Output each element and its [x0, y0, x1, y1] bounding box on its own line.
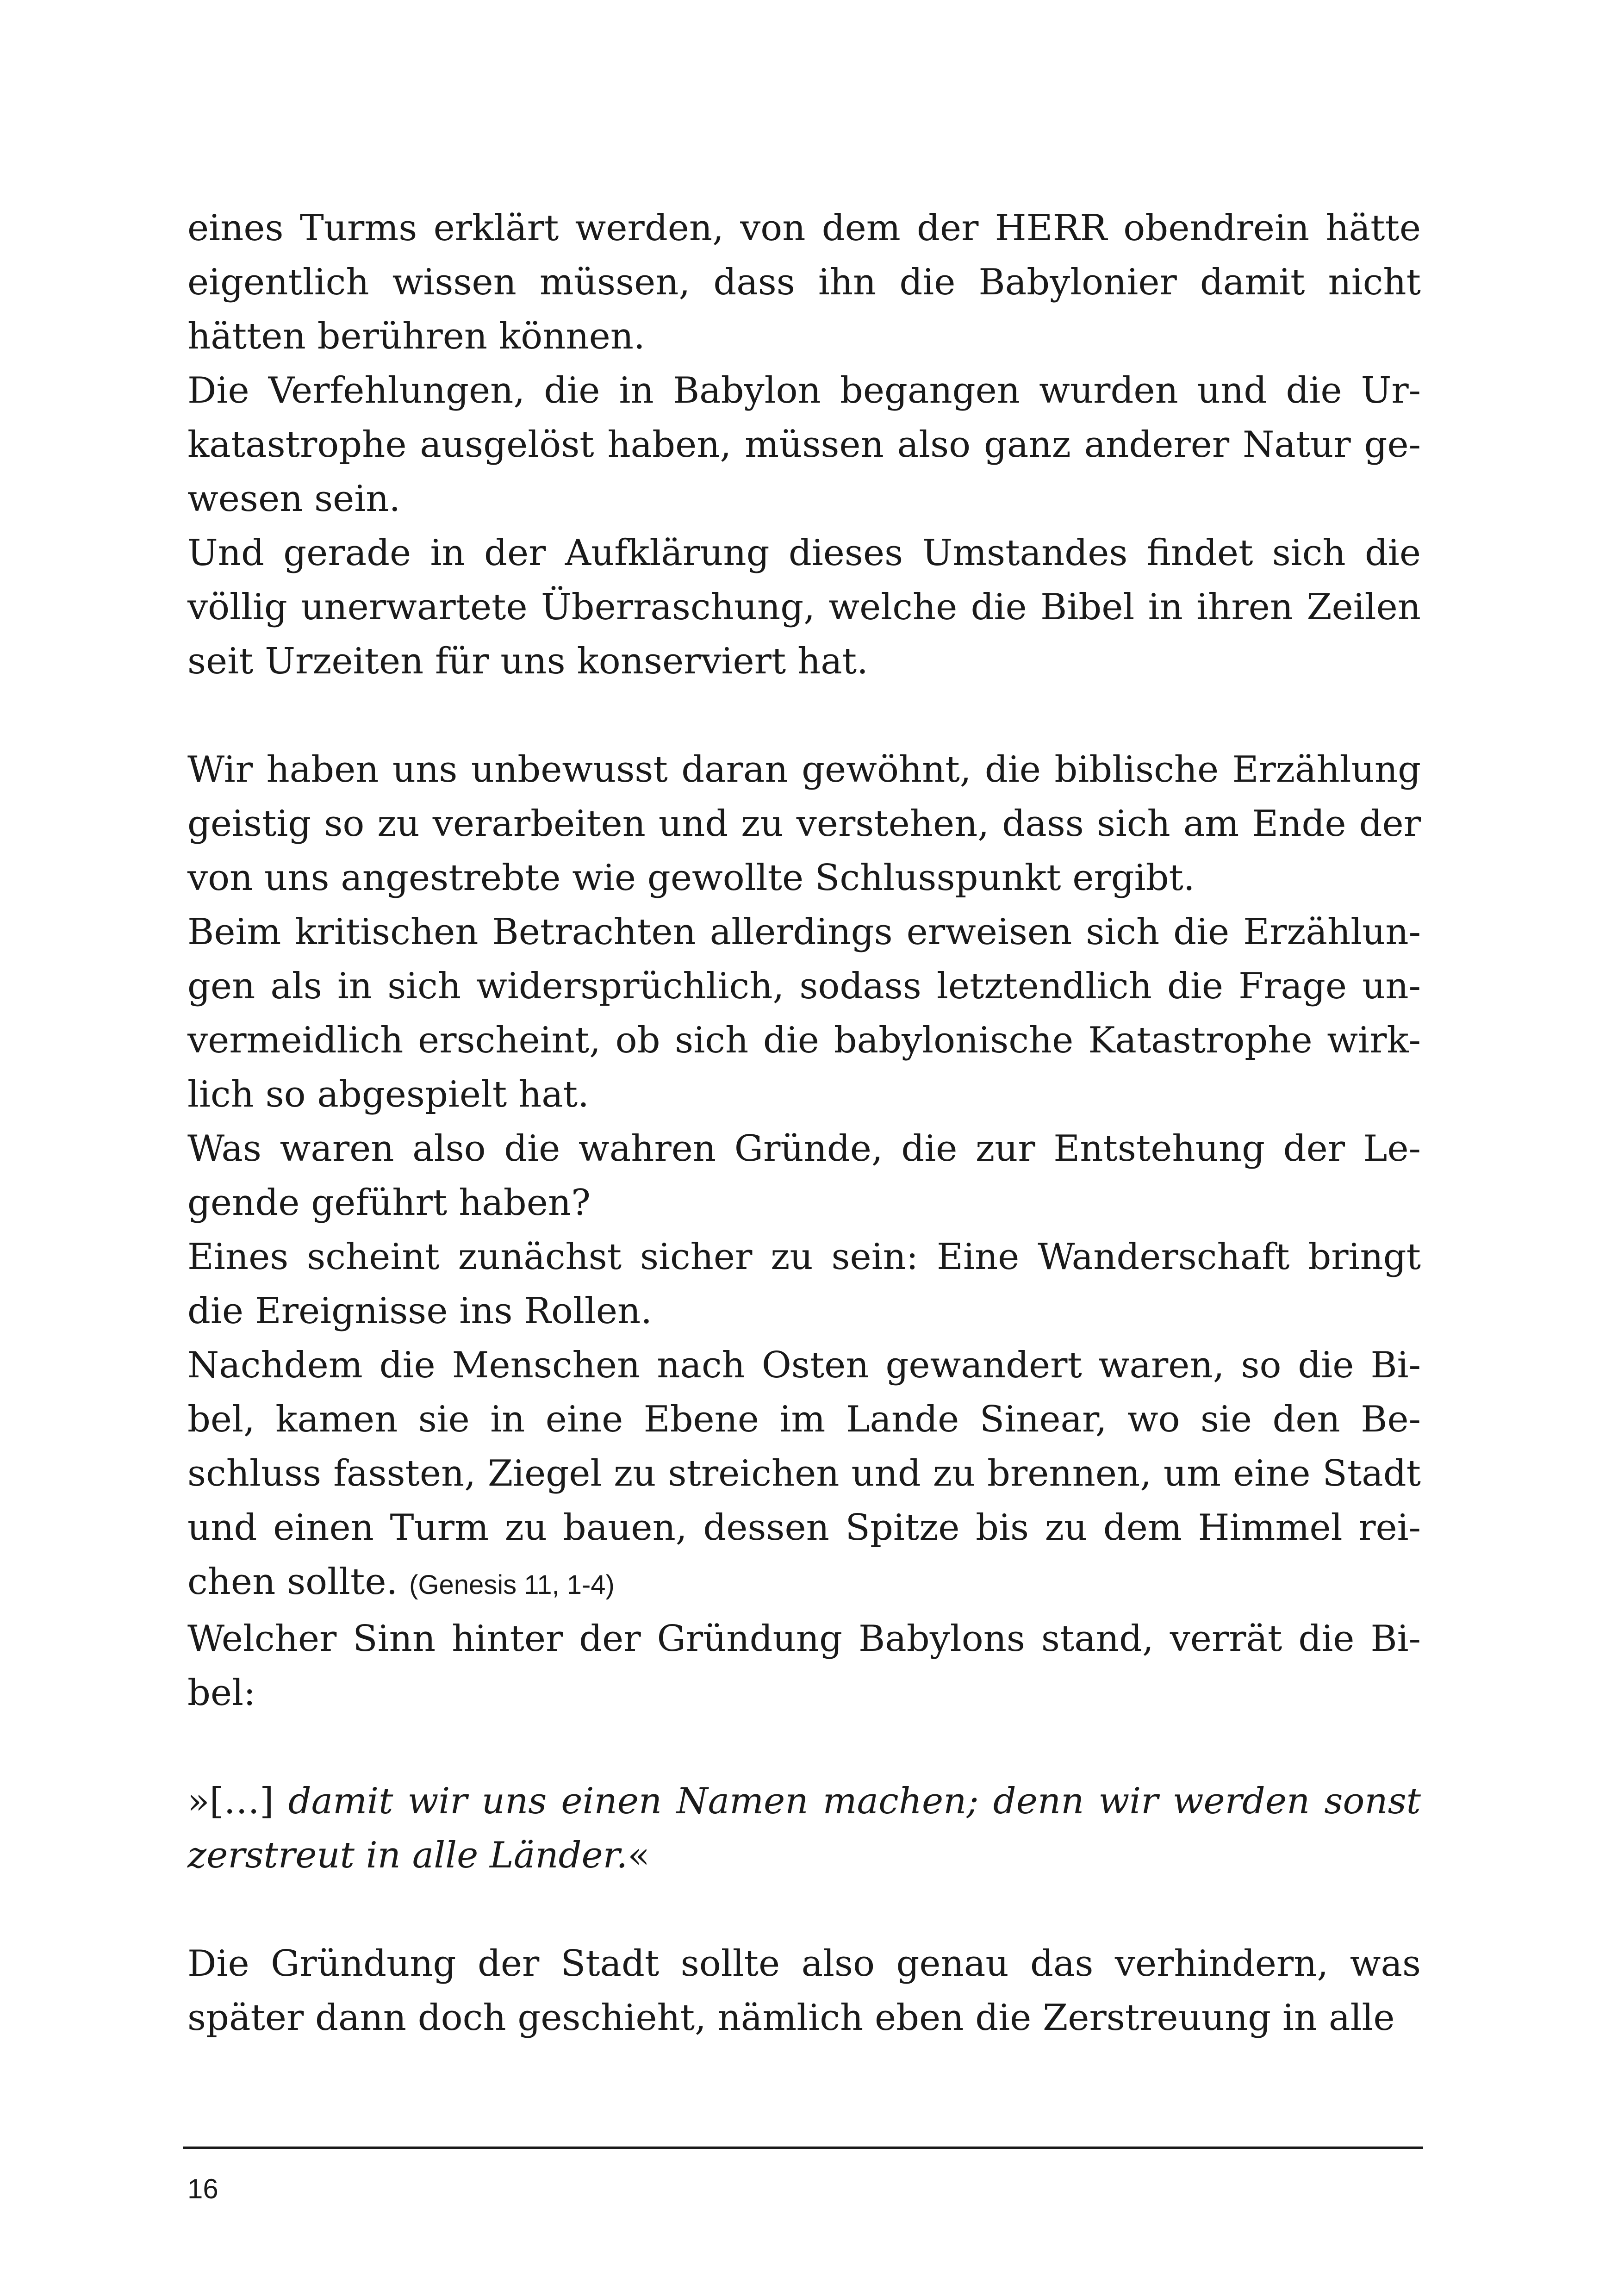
- paragraph-2: Die Verfehlungen, die in Babylon begangen wurden und die Urkatastrophe ausgelöst haben, müssen also ganz anderer Natur gewesen sein.: [187, 370, 1421, 520]
- paragraph-gap: [187, 1720, 1421, 1774]
- paragraph-7: Eines scheint zunächst sicher zu sein: Eine Wanderschaft bringt die Ereignisse ins Rollen.: [187, 1236, 1421, 1332]
- paragraph-8-text: Nachdem die Menschen nach Osten gewandert waren, so die Bibel, kamen sie in eine Ebene im Lande Sinear, wo sie den Beschluss fassten, Ziegel zu streichen und zu brennen, um eine Stadt und einen Turm zu bauen, dessen Spitze bis zu dem Himmel reichen sollte.: [187, 1344, 1421, 1603]
- paragraph-5: Beim kritischen Betrachten allerdings erweisen sich die Erzählungen als in sich widersprüchlich, sodass letztendlich die Frage unvermeidlich erscheint, ob sich die babylonische Katastrophe wirklich so abgespielt hat.: [187, 911, 1421, 1115]
- paragraph-6: Was waren also die wahren Gründe, die zur Entstehung der Legende geführt haben?: [187, 1128, 1421, 1224]
- paragraph-3: Und gerade in der Aufklärung dieses Umstandes findet sich die völlig unerwartete Überraschung, welche die Bibel in ihren Zeilen seit Urzeiten für uns konserviert hat.: [187, 532, 1421, 682]
- paragraph-4: Wir haben uns unbewusst daran gewöhnt, die biblische Erzählung geistig so zu verarbeiten und zu verstehen, dass sich am Ende der von uns angestrebte wie gewollte Schlusspunkt ergibt.: [187, 749, 1421, 899]
- quote-open: »[…]: [187, 1780, 288, 1822]
- bible-reference: (Genesis 11, 1-4): [409, 1570, 615, 1600]
- paragraph-9: Welcher Sinn hinter der Gründung Babylons stand, verrät die Bibel:: [187, 1618, 1421, 1714]
- paragraph-10: Die Gründung der Stadt sollte also genau das verhindern, was später dann doch geschieht, nämlich eben die Zerstreuung in alle: [187, 1943, 1421, 2039]
- quote-close: «: [628, 1835, 650, 1876]
- paragraph-1: eines Turms erklärt werden, von dem der HERR obendrein hätte eigentlich wissen müssen, dass ihn die Babylonier damit nicht hätten berühren können.: [187, 207, 1421, 357]
- paragraph-8: [187, 1338, 1421, 1612]
- page-number: 16: [187, 2173, 218, 2204]
- paragraph-gap: [187, 689, 1421, 743]
- paragraph-gap: [187, 1883, 1421, 1937]
- footer-rule: [183, 2147, 1423, 2149]
- quote-text: damit wir uns einen Namen machen; denn wir werden sonst zerstreut in alle Länder.: [187, 1780, 1421, 1876]
- bible-quote: [187, 1774, 1421, 1883]
- body-text: [187, 201, 1421, 2045]
